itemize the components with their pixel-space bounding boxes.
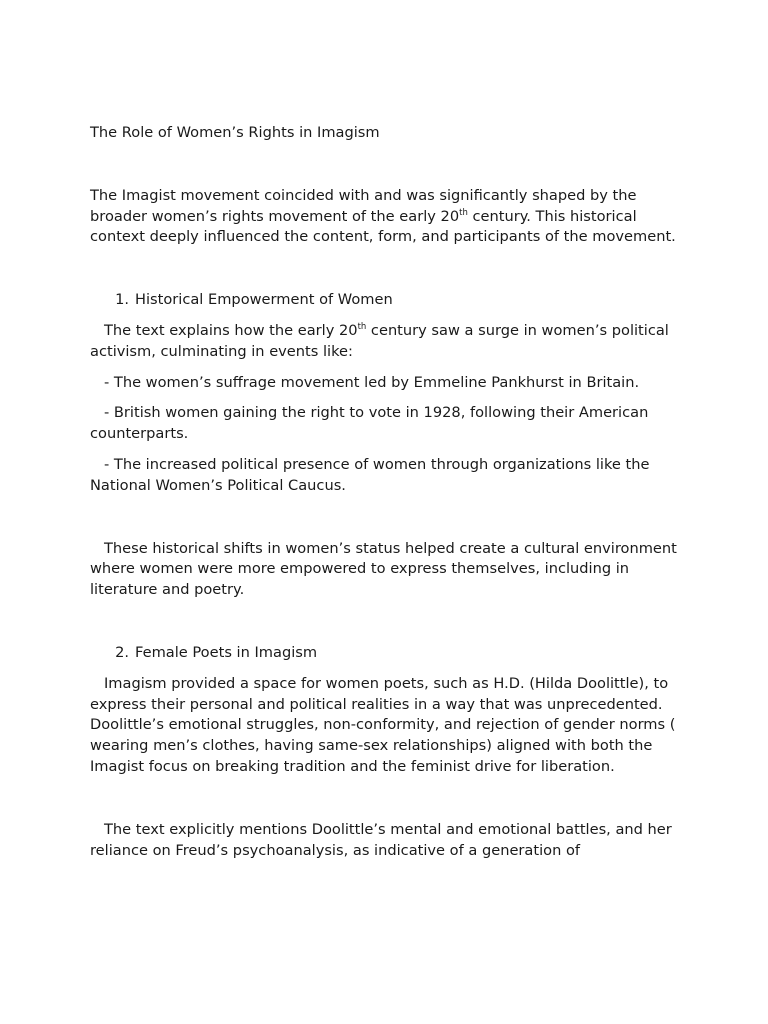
section-1-number: 1.: [115, 291, 129, 309]
section-2-heading-text: Female Poets in Imagism: [135, 643, 318, 661]
section-2-paragraph-2: The text explicitly mentions Doolittle’s mental and emotional battles, and her reliance on Freud’s psychoanalysis, as indicative of a generation of: [90, 820, 672, 859]
section-1-lead: [90, 321, 680, 363]
bullet-item: - The women’s suffrage movement led by Emmeline Pankhurst in Britain.: [104, 373, 640, 391]
section-2-number: 2.: [115, 643, 129, 661]
document-page: [90, 123, 680, 861]
section-1-heading-text: Historical Empowerment of Women: [135, 291, 393, 309]
bullet-item: - The increased political presence of women through organizations like the National Women’s Political Caucus.: [90, 455, 650, 494]
section-1-lead-text-a: The text explains how the early 20: [104, 321, 358, 339]
section-2-heading: [90, 643, 680, 664]
intro-superscript: th: [459, 207, 468, 218]
intro-text-b: century. This historical context deeply influenced the content, form, and participants of the movement.: [90, 207, 676, 246]
section-1-lead-text-b: century saw a surge in women’s political activism, culminating in events like:: [90, 321, 669, 360]
section-1-closing: These historical shifts in women’s status helped create a cultural environment where women were more empowered to express themselves, including in literature and poetry.: [90, 539, 677, 599]
section-2-paragraph-1: Imagism provided a space for women poets, such as H.D. (Hilda Doolittle), to express their personal and political realities in a way that was unprecedented. Doolittle’s emotional struggles, non-conformity, and rejection of gender norms ( wearing men’s clothes, having same-sex relationships) aligned with both the Imagist focus on breaking tradition and the feminist drive for liberation.: [90, 674, 676, 775]
section-1-lead-superscript: th: [357, 321, 367, 332]
intro-text-a: The Imagist movement coincided with and was significantly shaped by the broader women’s rights movement of the early 20: [90, 186, 637, 225]
section-1-heading: [90, 290, 680, 311]
document-title: The Role of Women’s Rights in Imagism: [90, 124, 380, 141]
bullet-item: - British women gaining the right to vote in 1928, following their American counterparts.: [90, 404, 649, 443]
intro-paragraph: [90, 186, 680, 248]
